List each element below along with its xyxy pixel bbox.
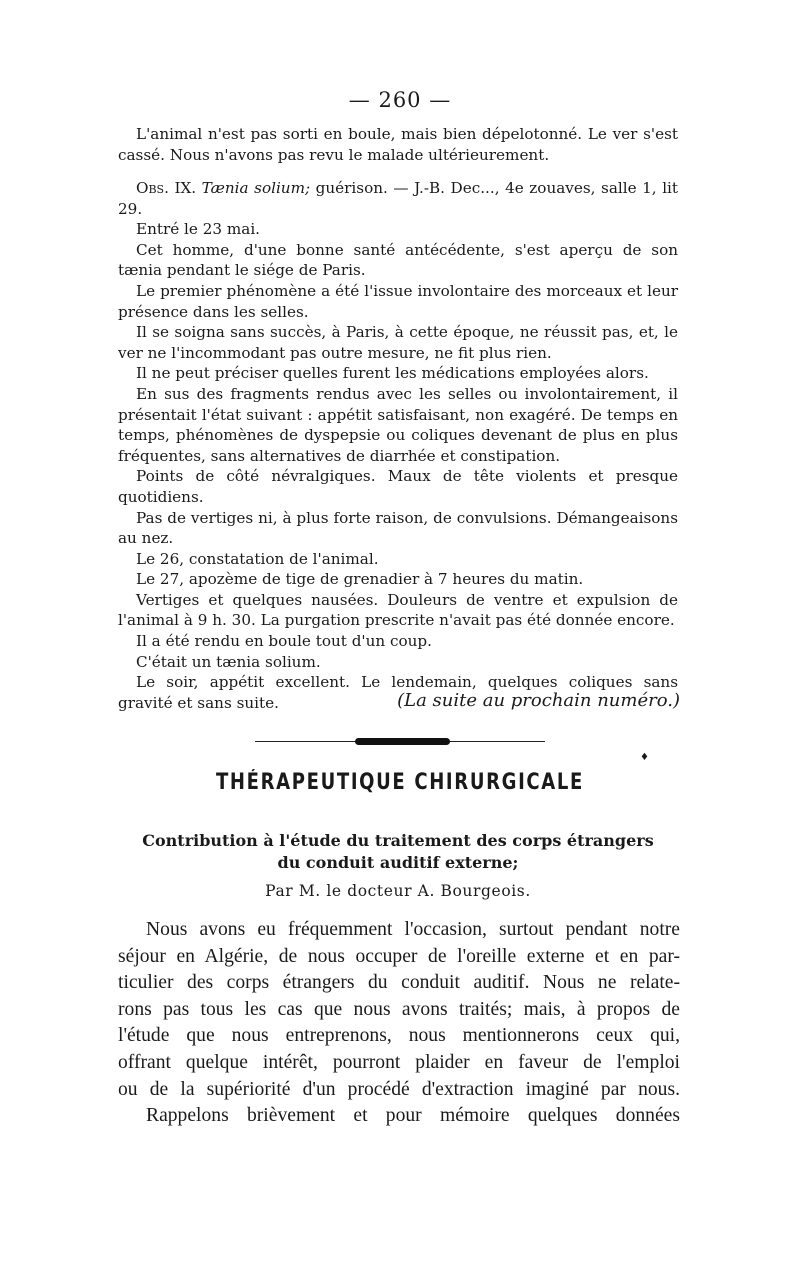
text-line: offrant quelque intérêt, pourront plaider en faveur de l'emploi (118, 1051, 680, 1073)
text-line: séjour en Algérie, de nous occuper de l'oreille externe et en par- (118, 945, 680, 967)
article-body (118, 917, 680, 1130)
observation-details: guérison. — J.-B. Dec..., 4e zouaves, salle 1, lit 29. (118, 179, 679, 218)
paragraph: Entré le 23 mai. (136, 220, 261, 239)
section-title: THÉRAPEUTIQUE CHIRURGICALE (215, 770, 585, 795)
text-line: Rappelons brièvement et pour mémoire quelques données (146, 1105, 680, 1127)
page-number: — 260 — (348, 88, 452, 112)
text-line: ou de la supériorité d'un procédé d'extraction imaginé par nous. (118, 1078, 680, 1100)
paragraph: Il a été rendu en boule tout d'un coup. (136, 632, 432, 651)
divider-ornament (355, 738, 450, 745)
paragraph: Il se soigna sans succès, à Paris, à cette époque, ne réussit pas, et, le ver ne l'incommodant pas outre mesure, ne fit plus rien. (118, 323, 678, 362)
to-be-continued-note: (La suite au prochain numéro.) (397, 690, 680, 711)
text-line: l'étude que nous entreprenons, nous mentionnerons ceux qui, (118, 1025, 680, 1047)
text-line: rons pas tous les cas que nous avons traités; mais, à propos de (118, 998, 680, 1020)
paragraph: Vertiges et quelques nausées. Douleurs de ventre et expulsion de l'animal à 9 h. 30. La purgation prescrite n'avait pas été donnée encore. (118, 590, 678, 630)
continuation-text (118, 124, 678, 165)
paragraph: Le 27, apozème de tige de grenadier à 7 heures du matin. (136, 570, 584, 589)
paragraph: Le 26, constatation de l'animal. (136, 549, 379, 568)
observation-header (118, 178, 678, 219)
observation-subject: Tænia solium; (201, 179, 311, 197)
article-author: Par M. le docteur A. Bourgeois. (265, 882, 531, 900)
text-line: ticulier des corps étrangers du conduit auditif. Nous ne relate- (118, 972, 680, 994)
paragraph: C'était un tænia solium. (136, 652, 321, 671)
printer-mark: ♦ (640, 752, 649, 763)
paragraph: Pas de vertiges ni, à plus forte raison, de convulsions. Démangeaisons au nez. (118, 508, 678, 548)
article-title (118, 830, 678, 874)
article-title-line: du conduit auditif externe; (277, 853, 519, 872)
paragraph: Le premier phénomène a été l'issue involontaire des morceaux et leur présence dans les selles. (118, 281, 678, 321)
paragraph: Il ne peut préciser quelles furent les médications employées alors. (136, 364, 649, 383)
observation-block (118, 178, 678, 713)
paragraph: Cet homme, d'une bonne santé antécédente, s'est aperçu de son tænia pendant le siége de Paris. (118, 240, 678, 280)
paragraph: Points de côté névralgiques. Maux de tête violents et presque quotidiens. (118, 467, 678, 506)
ornamental-divider (255, 737, 545, 747)
paragraph: En sus des fragments rendus avec les selles ou involontairement, il présentait l'état suivant : appétit satisfaisant, non exagéré. De temps en temps, phénomènes de dyspepsie ou coliques devenant de plus en plus fréquentes, sans alternatives de diarrhée et constipation. (118, 384, 678, 465)
paragraph: Le soir, appétit excellent. Le lendemain, quelques coliques sans gravité et sans suite. (118, 673, 678, 712)
observation-label: Obs. IX. (136, 179, 197, 197)
text-line: Nous avons eu fréquemment l'occasion, surtout pendant notre (146, 919, 680, 940)
paragraph: L'animal n'est pas sorti en boule, mais bien dépelotonné. Le ver s'est cassé. Nous n'avons pas revu le malade ultérieurement. (118, 125, 678, 164)
article-title-line: Contribution à l'étude du traitement des corps étrangers (142, 831, 654, 850)
